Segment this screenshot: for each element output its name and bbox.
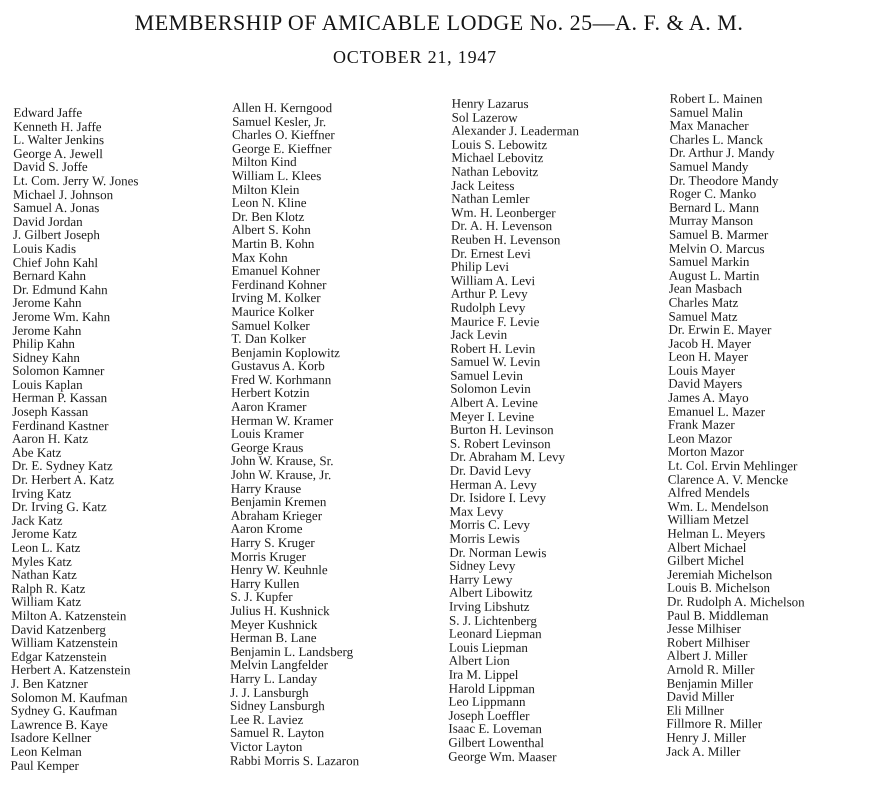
- member-name: Jean Masbach: [668, 280, 743, 297]
- member-name: William L. Klees: [231, 167, 322, 184]
- member-name: Irving Katz: [11, 485, 72, 501]
- member-name: Samuel Markin: [668, 253, 750, 270]
- member-name: Ralph R. Katz: [11, 580, 86, 596]
- member-name: John W. Krause, Jr.: [230, 466, 332, 483]
- member-name: Sidney Lansburgh: [230, 697, 325, 714]
- member-name: Harold Lippman: [448, 680, 535, 696]
- member-name: Paul Kemper: [10, 757, 79, 773]
- member-name: Allen H. Kerngood: [232, 99, 333, 116]
- member-name: David Miller: [666, 688, 735, 705]
- member-name: Milton A. Katzenstein: [11, 607, 127, 624]
- member-name: Harry Lewy: [449, 571, 513, 587]
- member-name: Dr. Arthur J. Mandy: [669, 145, 775, 161]
- member-name: Solomon Kamner: [12, 363, 105, 379]
- member-name: Harry Krause: [230, 480, 302, 496]
- member-name: Aaron H. Katz: [11, 430, 89, 447]
- member-name: Philip Levi: [450, 258, 510, 275]
- member-name: Jack Levin: [450, 326, 508, 343]
- member-name: Louis B. Michelson: [667, 580, 771, 596]
- member-name: Wm. H. Leonberger: [451, 204, 556, 220]
- member-name: Leon N. Kline: [231, 194, 307, 211]
- member-name: Dr. Ben Klotz: [231, 208, 305, 224]
- member-name: Jesse Milhiser: [666, 620, 742, 637]
- member-name: Leon Mazor: [667, 430, 732, 446]
- member-name: Benjamin Miller: [666, 675, 753, 691]
- member-name: Jerome Katz: [11, 526, 77, 542]
- member-name: Jack Leitess: [451, 177, 515, 193]
- member-name: Dr. Norman Lewis: [449, 544, 547, 560]
- member-name: Jerome Wm. Kahn: [12, 308, 111, 325]
- member-name: Philip Kahn: [12, 335, 75, 352]
- member-name: Albert A. Levine: [450, 394, 538, 411]
- page-title: MEMBERSHIP OF AMICABLE LODGE No. 25—A. F. & A. M.: [134, 10, 744, 35]
- member-name: Wm. L. Mendelson: [667, 498, 769, 514]
- page-date: OCTOBER 21, 1947: [333, 47, 497, 67]
- member-name: Max Levy: [449, 503, 504, 519]
- member-name: Morton Mazor: [667, 444, 745, 460]
- member-name: Fillmore R. Miller: [666, 715, 763, 732]
- member-name: Dr. E. Sydney Katz: [11, 458, 113, 474]
- member-name: J. Gilbert Joseph: [12, 227, 100, 243]
- member-name: Gilbert Michel: [667, 552, 745, 569]
- member-name: Arnold R. Miller: [666, 661, 755, 678]
- member-name: Jerome Kahn: [12, 322, 82, 338]
- member-name: William Katzenstein: [11, 634, 118, 651]
- member-name: Helman L. Meyers: [667, 525, 766, 542]
- member-column-4: [666, 92, 807, 759]
- member-name: Louis Mayer: [668, 362, 736, 378]
- member-name: August L. Martin: [668, 267, 760, 283]
- member-name: J. J. Lansburgh: [230, 684, 309, 700]
- member-name: Charles Matz: [668, 294, 739, 310]
- member-name: Herman B. Lane: [230, 629, 317, 646]
- member-name: Nathan Lebovitz: [451, 163, 539, 180]
- member-column-3: [448, 97, 579, 764]
- member-name: Ira M. Lippel: [448, 666, 519, 682]
- member-name: Lawrence B. Kaye: [10, 716, 108, 732]
- member-name: Edward Jaffe: [13, 104, 83, 121]
- member-name: Leon Kelman: [10, 743, 82, 759]
- member-name: George A. Jewell: [13, 145, 103, 161]
- member-name: Samuel Mandy: [669, 158, 749, 175]
- member-name: Solomon Levin: [450, 381, 531, 397]
- member-name: Jacob H. Mayer: [668, 335, 752, 351]
- member-name: Edgar Katzenstein: [11, 648, 107, 664]
- member-name: Dr. Edmund Kahn: [12, 281, 108, 297]
- member-name: Charles O. Kieffner: [232, 126, 335, 143]
- member-name: Isaac E. Loveman: [448, 720, 542, 737]
- member-name: Chief John Kahl: [12, 254, 99, 270]
- member-name: Irving Libshutz: [449, 598, 530, 615]
- member-name: William A. Levi: [450, 272, 536, 288]
- member-name: Lt. Com. Jerry W. Jones: [13, 172, 139, 189]
- member-name: Dr. Rudolph A. Michelson: [667, 593, 805, 610]
- member-name: Michael Lebovitz: [451, 150, 544, 166]
- member-name: Aaron Krome: [230, 521, 303, 537]
- member-name: Meyer I. Levine: [450, 408, 535, 424]
- member-name: David Mayers: [668, 376, 743, 392]
- member-name: Dr. Herbert A. Katz: [11, 471, 115, 488]
- member-name: Louis Kramer: [230, 426, 304, 442]
- member-name: Milton Klein: [231, 181, 300, 197]
- member-name: Dr. Ernest Levi: [450, 245, 531, 261]
- member-name: John W. Krause, Sr.: [230, 453, 334, 469]
- member-name: Alexander J. Leaderman: [451, 122, 580, 139]
- member-name: S. J. Lichtenberg: [448, 612, 537, 628]
- member-name: Charles L. Manck: [669, 131, 764, 147]
- member-name: Ferdinand Kohner: [231, 276, 327, 292]
- member-name: David Jordan: [12, 213, 83, 229]
- member-name: Aaron Kramer: [231, 398, 307, 415]
- member-name: Sydney G. Kaufman: [10, 702, 118, 719]
- member-name: Isadore Kellner: [10, 730, 92, 746]
- member-name: Joseph Loeffler: [448, 707, 530, 723]
- member-name: George Kraus: [230, 439, 304, 455]
- member-name: Maurice Kolker: [231, 303, 315, 319]
- member-name: Gilbert Lowenthal: [448, 734, 545, 751]
- member-name: Herman W. Kramer: [231, 412, 334, 428]
- member-name: Harry S. Kruger: [230, 534, 315, 551]
- member-name: Dr. Abraham M. Levy: [449, 449, 566, 465]
- member-name: Julius H. Kushnick: [230, 602, 330, 619]
- member-name: Herbert Kotzin: [231, 385, 310, 401]
- member-name: Ferdinand Kastner: [12, 417, 109, 433]
- member-name: T. Dan Kolker: [231, 330, 306, 347]
- member-name: Maurice F. Levie: [450, 313, 540, 329]
- member-name: Benjamin Koplowitz: [231, 344, 340, 360]
- member-name: Milton Kind: [231, 154, 297, 170]
- member-name: Rudolph Levy: [450, 299, 526, 315]
- member-name: Gustavus A. Korb: [231, 358, 325, 374]
- member-name: Samuel R. Layton: [229, 725, 325, 741]
- member-name: Leonard Liepman: [448, 625, 542, 642]
- member-name: Bernard L. Mann: [669, 199, 760, 215]
- member-name: Leon H. Mayer: [668, 348, 749, 365]
- member-name: Emanuel Kohner: [231, 262, 321, 279]
- member-name: Harry Kullen: [230, 575, 300, 591]
- member-column-2: [230, 101, 362, 768]
- member-name: Robert L. Mainen: [669, 90, 763, 107]
- member-name: Abraham Krieger: [230, 507, 323, 523]
- member-name: Dr. Isidore I. Levy: [449, 489, 547, 506]
- member-name: Lt. Col. Ervin Mehlinger: [667, 457, 798, 474]
- member-name: Samuel W. Levin: [450, 353, 541, 370]
- member-name: Sidney Kahn: [12, 349, 80, 365]
- member-name: Herman A. Levy: [449, 476, 537, 492]
- member-name: George E. Kieffner: [231, 140, 332, 156]
- member-name: Samuel A. Jonas: [12, 199, 100, 216]
- member-name: Nathan Lemler: [451, 190, 530, 207]
- member-name: Lee R. Laviez: [229, 711, 304, 727]
- member-name: Dr. Erwin E. Mayer: [668, 321, 772, 338]
- member-name: Samuel Kesler, Jr.: [232, 113, 327, 129]
- member-name: Leon L. Katz: [11, 539, 81, 556]
- member-name: Abe Katz: [11, 444, 62, 460]
- member-name: Samuel Kolker: [231, 317, 310, 333]
- member-name: Martin B. Kohn: [231, 235, 315, 252]
- member-name: Samuel Levin: [450, 367, 523, 383]
- member-name: James A. Mayo: [668, 389, 749, 406]
- member-name: Jack Katz: [11, 512, 63, 528]
- member-name: Eli Millner: [666, 702, 724, 718]
- member-name: Samuel B. Marmer: [668, 226, 769, 243]
- member-name: Jerome Kahn: [12, 295, 82, 311]
- member-name: Meyer Kushnick: [230, 616, 318, 632]
- member-name: Sidney Levy: [449, 557, 516, 574]
- member-name: Arthur P. Levy: [450, 285, 528, 302]
- member-name: Dr. A. H. Levenson: [451, 218, 553, 234]
- member-name: Harry L. Landay: [230, 670, 318, 687]
- member-name: Morris Kruger: [230, 548, 307, 564]
- member-name: Louis Kadis: [12, 240, 77, 256]
- member-name: Benjamin Kremen: [230, 493, 327, 510]
- member-name: David Katzenberg: [11, 621, 106, 637]
- member-name: Max Manacher: [669, 117, 749, 134]
- member-name: Herman P. Kassan: [12, 390, 108, 406]
- member-name: Louis Liepman: [448, 639, 528, 655]
- member-name: Herbert A. Katzenstein: [10, 662, 131, 678]
- member-name: Clarence A. V. Mencke: [667, 471, 789, 487]
- member-name: Nathan Katz: [11, 566, 77, 583]
- member-name: Jack A. Miller: [666, 743, 741, 759]
- member-name: Jeremiah Michelson: [667, 566, 773, 582]
- member-name: William Katz: [11, 594, 82, 610]
- member-name: George Wm. Maaser: [448, 748, 557, 764]
- member-name: Albert Lion: [448, 653, 510, 669]
- member-name: Melvin O. Marcus: [668, 240, 765, 256]
- member-name: Reuben H. Levenson: [450, 231, 561, 248]
- member-name: Dr. Theodore Mandy: [669, 172, 779, 188]
- member-name: Paul B. Middleman: [666, 607, 769, 623]
- member-name: Henry W. Keuhnle: [230, 561, 328, 578]
- member-name: Victor Layton: [229, 738, 303, 754]
- member-name: Dr. Irving G. Katz: [11, 498, 107, 515]
- member-name: S. J. Kupfer: [230, 589, 293, 605]
- member-name: Dr. David Levy: [449, 462, 532, 479]
- member-name: Fred W. Korhmann: [231, 371, 332, 387]
- member-name: Samuel Matz: [668, 308, 738, 324]
- member-name: Albert S. Kohn: [231, 222, 311, 238]
- member-name: S. Robert Levinson: [449, 435, 551, 452]
- member-name: Bernard Kahn: [12, 267, 87, 284]
- member-name: Henry J. Miller: [666, 729, 747, 745]
- member-name: Joseph Kassan: [12, 403, 89, 420]
- member-name: Morris C. Levy: [449, 517, 531, 533]
- member-name: Rabbi Morris S. Lazaron: [229, 752, 360, 768]
- member-name: Burton H. Levinson: [449, 421, 554, 438]
- member-name: Michael J. Johnson: [13, 186, 114, 202]
- member-name: William Metzel: [667, 512, 749, 528]
- member-name: J. Ben Katzner: [10, 675, 88, 691]
- member-name: Leo Lippmann: [448, 693, 526, 710]
- member-name: L. Walter Jenkins: [13, 131, 105, 148]
- member-name: Robert H. Levin: [450, 340, 536, 356]
- member-name: Robert Milhiser: [666, 634, 750, 650]
- member-name: Louis Kaplan: [12, 376, 83, 392]
- member-name: Louis S. Lebowitz: [451, 136, 548, 152]
- member-name: Albert Libowitz: [449, 585, 533, 601]
- member-name: David S. Joffe: [13, 159, 88, 175]
- member-name: Alfred Mendels: [667, 484, 750, 501]
- member-name: Irving M. Kolker: [231, 290, 321, 306]
- member-name: Kenneth H. Jaffe: [13, 118, 102, 134]
- member-name: Roger C. Manko: [669, 185, 757, 202]
- member-name: Emanuel L. Mazer: [668, 403, 766, 419]
- member-name: Samuel Malin: [669, 104, 743, 120]
- member-name: Murray Manson: [669, 212, 754, 229]
- member-name: Myles Katz: [11, 553, 72, 569]
- member-name: Frank Mazer: [667, 416, 735, 433]
- member-name: Albert Michael: [667, 539, 747, 555]
- member-name: Henry Lazarus: [451, 95, 529, 112]
- member-name: Benjamin L. Landsberg: [230, 643, 354, 659]
- member-name: Morris Lewis: [449, 530, 520, 547]
- member-name: Albert J. Miller: [666, 647, 748, 664]
- member-name: Melvin Langfelder: [230, 657, 329, 673]
- member-name: Sol Lazerow: [451, 109, 518, 125]
- member-name: Max Kohn: [231, 249, 288, 265]
- member-column-1: [11, 106, 139, 773]
- member-name: Solomon M. Kaufman: [10, 689, 128, 705]
